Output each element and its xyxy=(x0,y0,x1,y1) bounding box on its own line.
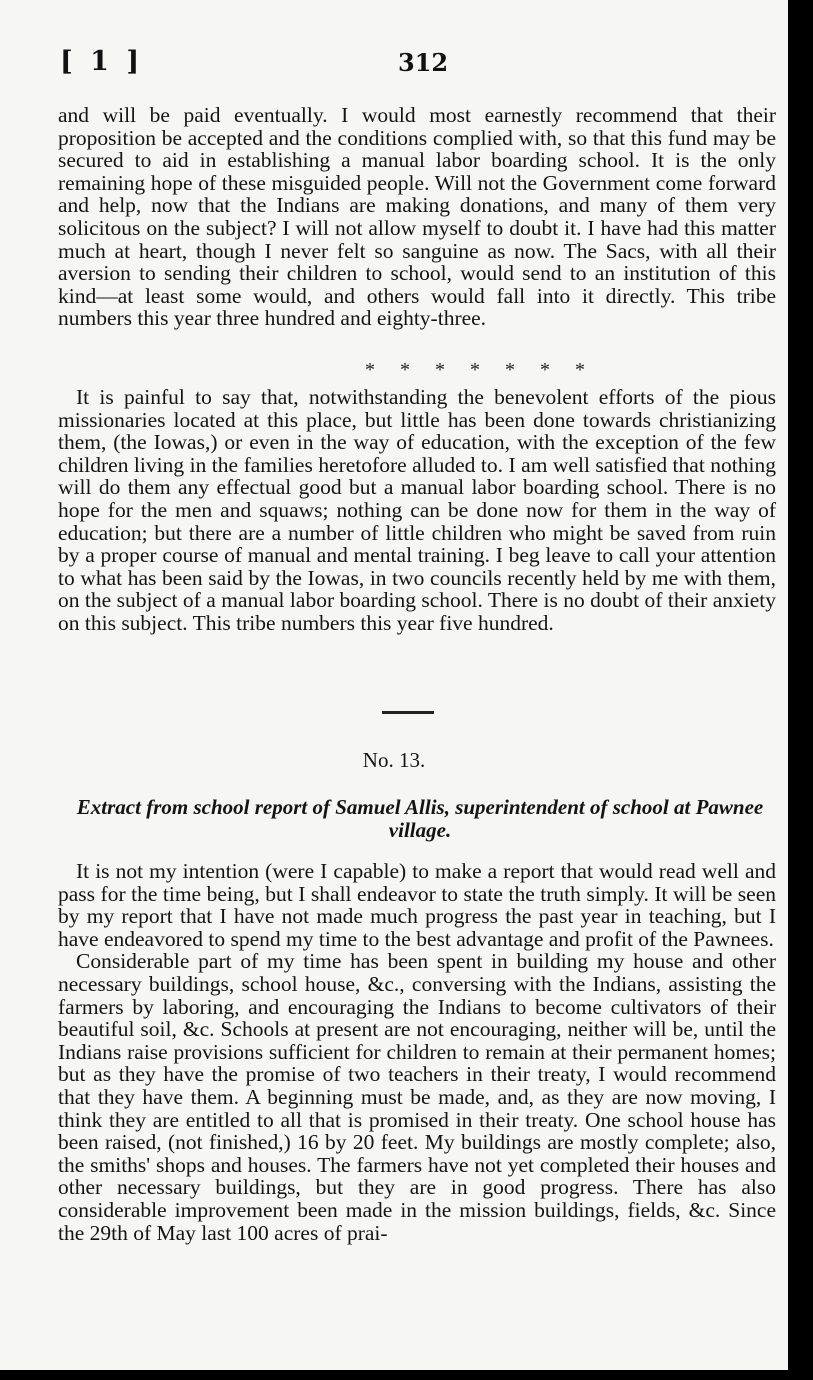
paragraph: It is painful to say that, notwithstanding the benevolent efforts of the pious missionaries located at this place, but little has been done towards christianizing them, (the Iowas,) or even in the way of education, with the exception of the few children living in the families heretofore alluded to. I am well satisfied that nothing will do them any effectual good but a manual labor boarding school. There is no hope for the men and squaws; nothing can be done now for them in the way of education; but there are a number of little children who might be saved from ruin by a proper course of manual and mental training. I beg leave to call your attention to what has been said by the Iowas, in two councils recently held by me with them, on the subject of a manual labor boarding school. There is no doubt of their anxiety on this subject. This tribe numbers this year five hundred. xyxy=(58,385,776,635)
paragraph: Considerable part of my time has been spent in building my house and other necessary buildings, school house, &c., conversing with the Indians, assisting the farmers by laboring, and encouraging the Indians to become cultivators of their beautiful soil, &c. Schools at present are not encouraging, neither will be, until the Indians raise provisions sufficient for children to remain at their permanent homes; but as they have the promise of two teachers in their treaty, I would recommend that they have them. A beginning must be made, and, as they are now moving, I think they are entitled to all that is promised in their treaty. One school house has been raised, (not finished,) 16 by 20 feet. My buildings are mostly complete; also, the smiths' shops and houses. The farmers have not yet completed their houses and other necessary buildings, but they are in good progress. There has also considerable improvement been made in the mission buildings, fields, &c. Since the 29th of May last 100 acres of prai- xyxy=(58,949,776,1245)
separator-text: * * * * * * * xyxy=(365,359,585,381)
report-continuation xyxy=(58,104,776,330)
paragraph: and will be paid eventually. I would most earnestly recommend that their proposition be accepted and the conditions complied with, so that this fund may be secured to aid in establishing a manual labor boarding school. It is the only remaining hope of these misguided people. Will not the Government come forward and help, now that the Indians are making donations, and many of them very solicitous on the subject? I will not allow myself to doubt it. I have had this matter much at heart, though I never felt so sanguine as now. The Sacs, with all their aversion to sending their children to school, would send to an institution of this kind—at least some would, and others would fall into it directly. This tribe numbers this year three hundred and eighty-three. xyxy=(58,103,776,331)
pawnee-school-report xyxy=(58,860,776,1244)
paragraph: It is not my intention (were I capable) to make a report that would read well and pass for the time being, but I shall endeavor to state the truth simply. It will be seen by my report that I have not made much progress the past year in teaching, but I have endeavored to spend my time to the best advantage and profit of the Pawnees. xyxy=(58,859,776,951)
asterisk-separator xyxy=(220,359,730,382)
extract-title: Extract from school report of Samuel Allis, superintendent of school at Pawnee village. xyxy=(76,795,764,842)
folio-mark: [ 1 ] xyxy=(60,46,144,77)
section-divider xyxy=(382,711,434,714)
iowa-report xyxy=(58,386,776,635)
page-number: 312 xyxy=(398,48,449,77)
section-number: No. 13. xyxy=(362,748,426,772)
page-header xyxy=(60,46,780,86)
